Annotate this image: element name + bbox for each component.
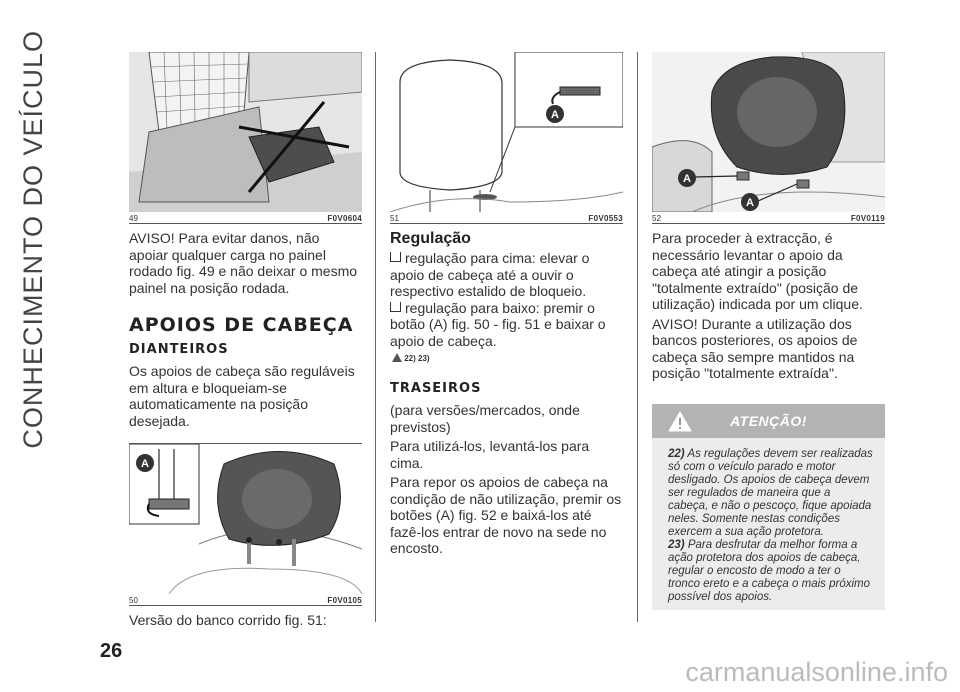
figure-52-caption: [652, 214, 885, 223]
subheading: DIANTEIROS: [129, 342, 229, 357]
column-divider: [637, 52, 638, 622]
warning-triangle-icon: [668, 411, 692, 432]
warning-header: [652, 404, 885, 438]
checkbox-bullet-icon: [390, 302, 401, 312]
warning-text: Para desfrutar da melhor forma a ação protetora dos apoios de cabeça, regular o encosto de modo a ter o tronco ereto e a cabeça o mais próximo possível dos apoios.: [668, 538, 870, 603]
column-3: [652, 52, 885, 610]
figure-51-image: [390, 52, 623, 212]
section-title-text: CONHECIMENTO DO VEÍCULO: [18, 30, 48, 449]
figure-50: [129, 444, 362, 605]
list-item: [390, 300, 623, 350]
paragraph: Para utilizá-los, levantá-los para cima.: [390, 438, 590, 471]
paragraph: (para versões/mercados, onde previstos): [390, 402, 580, 435]
figure-50-image: [129, 444, 362, 594]
figure-50-caption: [129, 596, 362, 605]
figure-52-image: [652, 52, 885, 212]
figure-rule: [129, 223, 362, 224]
paragraph: Para proceder à extracção, é necessário levantar o apoio da cabeça até atingir a posição "totalmente extraído" (posição de utilização) indicada por um clique.: [652, 230, 863, 312]
list-item-text: regulação para baixo: premir o botão (A) fig. 50 - fig. 51 e baixar o apoio de cabeça.: [390, 299, 606, 349]
label-a: A: [683, 173, 691, 185]
figure-code: F0V0553: [588, 214, 623, 223]
label-a: A: [141, 458, 149, 470]
column-2: [390, 52, 623, 557]
figure-number: 50: [129, 596, 138, 605]
label-a: A: [746, 197, 754, 209]
paragraph: Os apoios de cabeça são reguláveis em altura e bloqueiam-se automaticamente na posição desejada.: [129, 363, 355, 429]
reference-numbers: 22) 23): [404, 354, 430, 363]
paragraph: AVISO! Para evitar danos, não apoiar qualquer carga no painel rodado fig. 49 e não deixar o mesmo painel na posição rodada.: [129, 230, 358, 296]
figure-rule: [129, 605, 362, 606]
warning-number: 23): [668, 538, 685, 551]
warning-body: [652, 438, 885, 610]
warning-references: [392, 353, 623, 363]
warning-item: [668, 539, 873, 604]
list-item: [390, 250, 623, 300]
figure-51: [390, 52, 623, 223]
paragraph: Para repor os apoios de cabeça na condição de não utilização, premir os botões (A) fig. 52 e baixá-los até fazê-los entrar de novo na sede no encosto.: [390, 474, 622, 556]
figure-rule: [652, 223, 885, 224]
footer-watermark: carmanualsonline.info: [685, 657, 948, 687]
checkbox-bullet-icon: [390, 252, 401, 262]
warning-number: 22): [668, 447, 685, 460]
figure-number: 49: [129, 214, 138, 223]
warning-triangle-icon: [392, 353, 402, 362]
figure-number: 51: [390, 214, 399, 223]
page-number: 26: [100, 640, 123, 662]
column-1: [129, 52, 362, 629]
list-item-text: regulação para cima: elevar o apoio de cabeça até a ouvir o respectivo estalido de bloqueio.: [390, 250, 590, 299]
figure-51-caption: [390, 214, 623, 223]
paragraph: Versão do banco corrido fig. 51:: [129, 612, 327, 628]
figure-rule: [390, 223, 623, 224]
figure-49: [129, 52, 362, 223]
label-a: A: [551, 109, 559, 121]
warning-box: [652, 404, 885, 610]
figure-number: 52: [652, 214, 661, 223]
subsection-heading: Regulação: [390, 230, 471, 247]
warning-text: As regulações devem ser realizadas só com o veículo parado e motor desligado. Os apoios de cabeça devem ser regulados de maneira que a cabeça, e não o pescoço, fique apoiada neles. Somente nestas condições exercem a sua ação protetora.: [668, 447, 873, 538]
figure-code: F0V0105: [327, 596, 362, 605]
paragraph: AVISO! Durante a utilização dos bancos posteriores, os apoios de cabeça são sempre mantidos na posição "totalmente extraída".: [652, 315, 858, 381]
section-heading: APOIOS DE CABEÇA: [129, 314, 354, 336]
figure-49-caption: [129, 214, 362, 223]
figure-49-image: [129, 52, 362, 212]
figure-code: F0V0604: [327, 214, 362, 223]
figure-code: F0V0119: [850, 214, 885, 223]
column-divider: [375, 52, 376, 622]
subheading: TRASEIROS: [390, 381, 482, 396]
warning-item: [668, 448, 873, 539]
warning-title: ATENÇÃO!: [730, 412, 807, 429]
figure-52: [652, 52, 885, 223]
